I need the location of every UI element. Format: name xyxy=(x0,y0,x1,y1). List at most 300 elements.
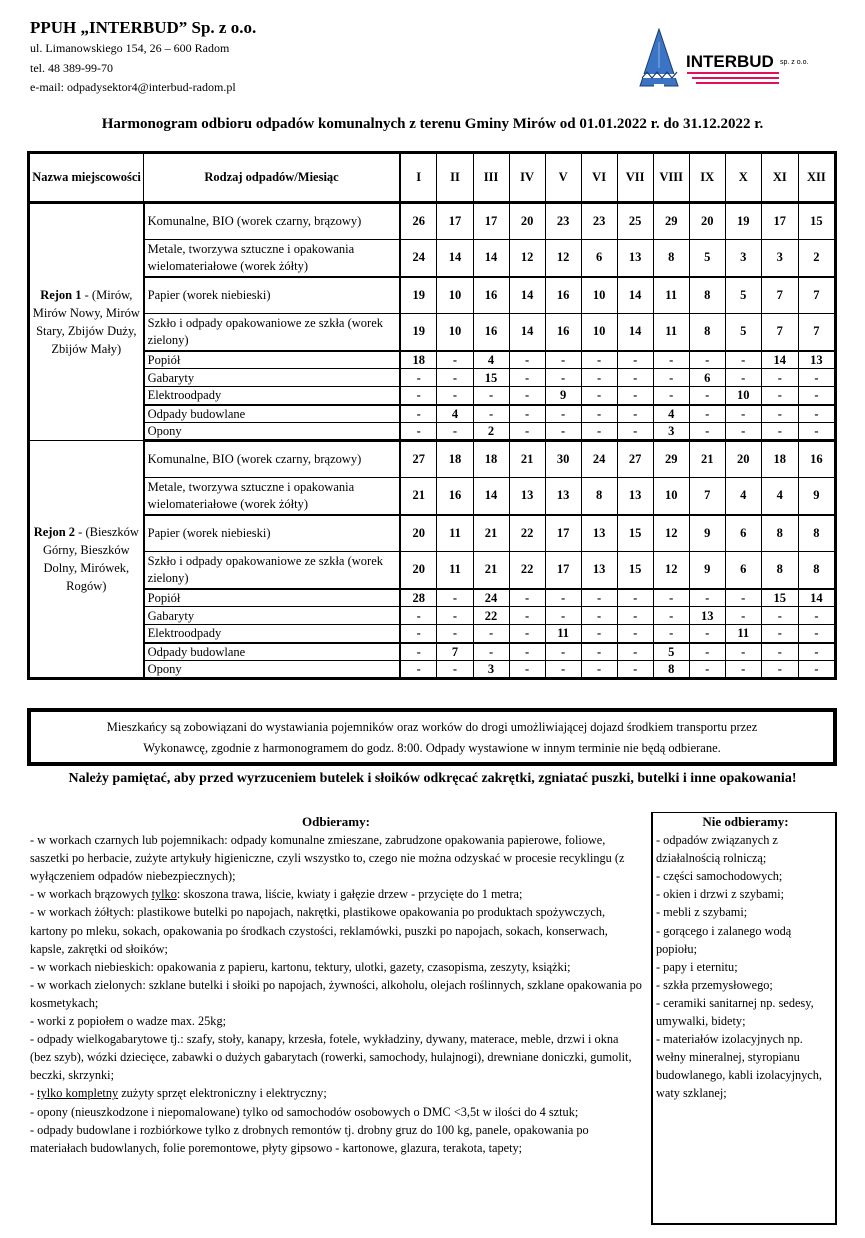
table-row xyxy=(29,240,836,277)
pickup-day-cell: 16 xyxy=(473,277,509,314)
accepted-item-black: - w workach czarnych lub pojemnikach: odpady komunalne zmieszane, zabrudzone opakowania papierowe, foliowe, saszetki po herbacie, zużyte artykuły higieniczne, czyli wszystko to, czego nie można odzyskać w procesie recyklingu (z wyłączeniem odpadów niebezpiecznych); xyxy=(30,833,625,884)
pickup-day-cell: - xyxy=(473,405,509,423)
pickup-day-cell: - xyxy=(798,405,835,423)
waste-type-cell: Metale, tworzywa sztuczne i opakowania wielomateriałowe (worek żółty) xyxy=(144,478,400,515)
pickup-day-cell: - xyxy=(509,423,545,441)
pickup-day-cell: - xyxy=(761,643,798,661)
table-row xyxy=(29,478,836,515)
rejected-item: - szkła przemysłowego; xyxy=(656,977,773,992)
pickup-day-cell: 8 xyxy=(581,478,617,515)
pickup-day-cell: - xyxy=(725,661,761,679)
pickup-day-cell: 12 xyxy=(545,240,581,277)
pickup-day-cell: 17 xyxy=(473,203,509,240)
rejected-item: - ceramiki sanitarnej np. sedesy, umywalki, bidety; xyxy=(656,995,814,1029)
pickup-day-cell: 3 xyxy=(761,240,798,277)
pickup-day-cell: 2 xyxy=(473,423,509,441)
table-row xyxy=(29,314,836,351)
pickup-day-cell: 17 xyxy=(545,552,581,589)
emphasis: tylko xyxy=(151,887,177,902)
rejected-heading: Nie odbieramy: xyxy=(702,814,789,829)
header-month: I xyxy=(400,153,437,203)
accepted-item-tires: - opony (nieuszkodzone i niepomalowane) tylko od samochodów osobowych o DMC <3,5t w ilości do 4 sztuk; xyxy=(30,1104,579,1119)
pickup-day-cell: 13 xyxy=(581,552,617,589)
pickup-day-cell: - xyxy=(798,625,835,643)
pickup-day-cell: 15 xyxy=(473,369,509,387)
pickup-day-cell: - xyxy=(653,351,689,369)
pickup-day-cell: - xyxy=(400,369,437,387)
table-row xyxy=(29,369,836,387)
pickup-day-cell: 9 xyxy=(689,515,725,552)
header-month: IV xyxy=(509,153,545,203)
pickup-day-cell: 5 xyxy=(689,240,725,277)
pickup-day-cell: 9 xyxy=(689,552,725,589)
pickup-day-cell: - xyxy=(653,607,689,625)
waste-type-cell: Gabaryty xyxy=(144,369,400,387)
pickup-day-cell: - xyxy=(581,589,617,607)
text: - xyxy=(30,1086,38,1101)
pickup-day-cell: 14 xyxy=(509,314,545,351)
accepted-item-bulky: - odpady wielkogabarytowe tj.: szafy, stoły, kanapy, krzesła, fotele, wykładziny, dywany, materace, meble, drzwi i okna (bez szyb), wózki dziecięce, zabawki o dużych gabarytach (rowerki, samochody, hulajnogi), drewniane doniczki, gumolit, beczki, skrzynki; xyxy=(30,1032,632,1083)
pickup-day-cell: 18 xyxy=(761,441,798,478)
pickup-day-cell: 27 xyxy=(400,441,437,478)
pickup-day-cell: - xyxy=(545,351,581,369)
rejected-item: - gorącego i zalanego wodą popiołu; xyxy=(656,923,792,956)
pickup-day-cell: 21 xyxy=(689,441,725,478)
pickup-day-cell: 14 xyxy=(761,351,798,369)
table-row xyxy=(29,277,836,314)
pickup-day-cell: - xyxy=(509,351,545,369)
pickup-day-cell: 16 xyxy=(473,314,509,351)
pickup-day-cell: - xyxy=(473,643,509,661)
pickup-day-cell: 6 xyxy=(689,369,725,387)
emphasis: tylko kompletny xyxy=(37,1086,119,1101)
header-month: VIII xyxy=(653,153,689,203)
schedule-body xyxy=(29,203,836,679)
table-row xyxy=(29,552,836,589)
pickup-day-cell: 8 xyxy=(761,515,798,552)
pickup-day-cell: - xyxy=(581,351,617,369)
logo-brand: INTERBUD xyxy=(686,52,774,71)
header-month: VII xyxy=(617,153,653,203)
pickup-day-cell: 11 xyxy=(545,625,581,643)
pickup-day-cell: - xyxy=(545,661,581,679)
pickup-day-cell: 18 xyxy=(437,441,473,478)
pickup-day-cell: - xyxy=(761,607,798,625)
header-month: V xyxy=(545,153,581,203)
pickup-day-cell: 18 xyxy=(400,351,437,369)
table-row xyxy=(29,423,836,441)
rejected-item: - papy i eternitu; xyxy=(656,959,738,974)
pickup-day-cell: - xyxy=(581,643,617,661)
pickup-day-cell: - xyxy=(689,589,725,607)
pickup-day-cell: - xyxy=(725,643,761,661)
pickup-day-cell: 20 xyxy=(725,441,761,478)
pickup-day-cell: - xyxy=(581,661,617,679)
pickup-day-cell: - xyxy=(509,589,545,607)
pickup-day-cell: 6 xyxy=(725,552,761,589)
table-row xyxy=(29,661,836,679)
pickup-day-cell: - xyxy=(617,643,653,661)
text: zużyty sprzęt elektroniczny i elektryczny; xyxy=(118,1086,327,1101)
region-places: - (Mirów, Mirów Nowy, Mirów Stary, Zbijów Duży, Zbijów Mały) xyxy=(32,288,140,356)
interbud-logo xyxy=(638,28,838,94)
pickup-day-cell: 8 xyxy=(653,661,689,679)
pickup-day-cell: 25 xyxy=(617,203,653,240)
pickup-day-cell: 22 xyxy=(473,607,509,625)
text: : skoszona trawa, liście, kwiaty i gałęzie drzew - przycięte do 1 metra; xyxy=(176,887,523,902)
pickup-day-cell: - xyxy=(581,369,617,387)
header-month: IX xyxy=(689,153,725,203)
pickup-day-cell: - xyxy=(761,625,798,643)
pickup-day-cell: - xyxy=(437,661,473,679)
pickup-day-cell: 11 xyxy=(653,277,689,314)
company-name: PPUH „INTERBUD” Sp. z o.o. xyxy=(30,18,257,37)
pickup-day-cell: 21 xyxy=(400,478,437,515)
tower-icon xyxy=(638,28,680,92)
pickup-day-cell: 14 xyxy=(617,277,653,314)
pickup-day-cell: 8 xyxy=(689,314,725,351)
pickup-day-cell: 4 xyxy=(725,478,761,515)
pickup-day-cell: - xyxy=(725,369,761,387)
pickup-day-cell: 7 xyxy=(761,314,798,351)
header-location: Nazwa miejscowości xyxy=(29,153,144,203)
pickup-day-cell: 13 xyxy=(689,607,725,625)
header-month: X xyxy=(725,153,761,203)
pickup-day-cell: - xyxy=(509,387,545,405)
pickup-day-cell: - xyxy=(400,607,437,625)
pickup-day-cell: - xyxy=(509,661,545,679)
table-row xyxy=(29,643,836,661)
pickup-day-cell: 8 xyxy=(798,552,835,589)
pickup-day-cell: - xyxy=(798,661,835,679)
pickup-day-cell: 19 xyxy=(400,277,437,314)
pickup-day-cell: - xyxy=(761,661,798,679)
pickup-day-cell: - xyxy=(400,423,437,441)
pickup-day-cell: 21 xyxy=(473,552,509,589)
table-row xyxy=(29,351,836,369)
pickup-day-cell: 13 xyxy=(581,515,617,552)
pickup-day-cell: 13 xyxy=(509,478,545,515)
pickup-day-cell: - xyxy=(653,387,689,405)
pickup-day-cell: 27 xyxy=(617,441,653,478)
logo-stripe xyxy=(692,77,779,79)
pickup-day-cell: 14 xyxy=(473,240,509,277)
logo-stripe xyxy=(696,82,779,84)
collection-notice xyxy=(27,708,837,766)
document-title: Harmonogram odbioru odpadów komunalnych z terenu Gminy Mirów od 01.01.2022 r. do 31.12.2022 r. xyxy=(101,116,764,132)
pickup-day-cell: 9 xyxy=(798,478,835,515)
logo-stripe xyxy=(687,72,779,74)
rejected-item: - odpadów związanych z działalnością rolniczą; xyxy=(656,833,778,866)
pickup-day-cell: 20 xyxy=(400,552,437,589)
accepted-item-construction: - odpady budowlane i rozbiórkowe tylko z drobnych remontów tj. drobny gruz do 100 kg, panele, opakowania po materiałach budowlanych, folie poremontowe, płyty gipsowo - kartonowe, glazura, terakota, tapety; xyxy=(30,1122,589,1155)
accepted-item-electro xyxy=(30,1084,642,1102)
table-row xyxy=(29,607,836,625)
pickup-day-cell: 8 xyxy=(653,240,689,277)
pickup-day-cell: - xyxy=(617,607,653,625)
pickup-day-cell: - xyxy=(761,387,798,405)
schedule-table xyxy=(27,151,837,680)
pickup-day-cell: - xyxy=(437,589,473,607)
pickup-day-cell: 10 xyxy=(653,478,689,515)
pickup-day-cell: 29 xyxy=(653,203,689,240)
pickup-day-cell: - xyxy=(437,423,473,441)
pickup-day-cell: 11 xyxy=(653,314,689,351)
pickup-day-cell: - xyxy=(761,369,798,387)
pickup-day-cell: 7 xyxy=(798,314,835,351)
pickup-day-cell: - xyxy=(689,405,725,423)
waste-type-cell: Gabaryty xyxy=(144,607,400,625)
pickup-day-cell: - xyxy=(545,589,581,607)
waste-type-cell: Szkło i odpady opakowaniowe ze szkła (worek zielony) xyxy=(144,314,400,351)
waste-type-cell: Elektroodpady xyxy=(144,625,400,643)
pickup-day-cell: 26 xyxy=(400,203,437,240)
pickup-day-cell: - xyxy=(473,625,509,643)
table-row xyxy=(29,387,836,405)
pickup-day-cell: 6 xyxy=(581,240,617,277)
pickup-day-cell: 12 xyxy=(509,240,545,277)
pickup-day-cell: 13 xyxy=(545,478,581,515)
pickup-day-cell: 21 xyxy=(473,515,509,552)
pickup-day-cell: - xyxy=(798,369,835,387)
pickup-day-cell: 11 xyxy=(437,515,473,552)
pickup-day-cell: - xyxy=(545,405,581,423)
pickup-day-cell: - xyxy=(798,643,835,661)
pickup-day-cell: - xyxy=(689,661,725,679)
pickup-day-cell: 16 xyxy=(798,441,835,478)
pickup-day-cell: 19 xyxy=(400,314,437,351)
header-month: XI xyxy=(761,153,798,203)
waste-type-cell: Komunalne, BIO (worek czarny, brązowy) xyxy=(144,441,400,478)
waste-type-cell: Popiół xyxy=(144,589,400,607)
pickup-day-cell: - xyxy=(437,625,473,643)
pickup-day-cell: - xyxy=(581,387,617,405)
rejected-item: - mebli z szybami; xyxy=(656,905,748,920)
pickup-day-cell: - xyxy=(617,625,653,643)
pickup-day-cell: - xyxy=(761,405,798,423)
waste-type-cell: Opony xyxy=(144,661,400,679)
pickup-day-cell: 28 xyxy=(400,589,437,607)
rejected-item: - części samochodowych; xyxy=(656,869,783,884)
pickup-day-cell: 3 xyxy=(725,240,761,277)
company-phone: tel. 48 389-99-70 xyxy=(30,60,113,75)
pickup-day-cell: - xyxy=(545,423,581,441)
pickup-day-cell: 9 xyxy=(545,387,581,405)
company-address: ul. Limanowskiego 154, 26 – 600 Radom xyxy=(30,41,230,55)
table-row xyxy=(29,203,836,240)
pickup-day-cell: - xyxy=(798,607,835,625)
pickup-day-cell: 10 xyxy=(581,277,617,314)
waste-type-cell: Popiół xyxy=(144,351,400,369)
pickup-day-cell: - xyxy=(725,607,761,625)
pickup-day-cell: - xyxy=(689,351,725,369)
pickup-day-cell: 8 xyxy=(798,515,835,552)
accepted-item-brown xyxy=(30,885,642,903)
pickup-day-cell: 22 xyxy=(509,515,545,552)
pickup-day-cell: 13 xyxy=(617,240,653,277)
pickup-day-cell: 17 xyxy=(437,203,473,240)
pickup-day-cell: - xyxy=(617,661,653,679)
recycling-reminder: Należy pamiętać, aby przed wyrzuceniem butelek i słoików odkręcać zakrętki, zgniatać puszki, butelki i inne opakowania! xyxy=(68,771,797,786)
rejected-item: - okien i drzwi z szybami; xyxy=(656,887,785,902)
header-month: III xyxy=(473,153,509,203)
pickup-day-cell: 11 xyxy=(437,552,473,589)
pickup-day-cell: 14 xyxy=(798,589,835,607)
region-name: Rejon 2 xyxy=(33,525,76,539)
table-row xyxy=(29,515,836,552)
pickup-day-cell: - xyxy=(509,643,545,661)
company-info xyxy=(30,17,256,98)
waste-type-cell: Szkło i odpady opakowaniowe ze szkła (worek zielony) xyxy=(144,552,400,589)
pickup-day-cell: - xyxy=(798,423,835,441)
pickup-day-cell: 8 xyxy=(761,552,798,589)
pickup-day-cell: 30 xyxy=(545,441,581,478)
waste-type-cell: Papier (worek niebieski) xyxy=(144,515,400,552)
pickup-day-cell: - xyxy=(653,625,689,643)
pickup-day-cell: 10 xyxy=(437,277,473,314)
header-month: II xyxy=(437,153,473,203)
pickup-day-cell: - xyxy=(437,351,473,369)
table-row xyxy=(29,405,836,423)
pickup-day-cell: - xyxy=(400,387,437,405)
pickup-day-cell: 14 xyxy=(617,314,653,351)
pickup-day-cell: - xyxy=(725,405,761,423)
pickup-day-cell: - xyxy=(725,589,761,607)
pickup-day-cell: 7 xyxy=(761,277,798,314)
pickup-day-cell: 29 xyxy=(653,441,689,478)
pickup-day-cell: - xyxy=(545,369,581,387)
pickup-day-cell: - xyxy=(400,661,437,679)
pickup-day-cell: - xyxy=(689,387,725,405)
waste-type-cell: Metale, tworzywa sztuczne i opakowania wielomateriałowe (worek żółty) xyxy=(144,240,400,277)
pickup-day-cell: 3 xyxy=(653,423,689,441)
region-places: - (Bieszków Górny, Bieszków Dolny, Mirówek, Rogów) xyxy=(42,525,139,593)
pickup-day-cell: 15 xyxy=(761,589,798,607)
waste-type-cell: Opony xyxy=(144,423,400,441)
pickup-day-cell: 10 xyxy=(581,314,617,351)
pickup-day-cell: 23 xyxy=(545,203,581,240)
pickup-day-cell: 13 xyxy=(617,478,653,515)
pickup-day-cell: 4 xyxy=(473,351,509,369)
pickup-day-cell: 12 xyxy=(653,552,689,589)
pickup-day-cell: 2 xyxy=(798,240,835,277)
pickup-day-cell: - xyxy=(725,351,761,369)
pickup-day-cell: 4 xyxy=(437,405,473,423)
pickup-day-cell: 14 xyxy=(509,277,545,314)
pickup-day-cell: 13 xyxy=(798,351,835,369)
region-cell xyxy=(29,203,144,441)
pickup-day-cell: 8 xyxy=(689,277,725,314)
table-header-row xyxy=(29,153,836,203)
pickup-day-cell: - xyxy=(400,643,437,661)
pickup-day-cell: - xyxy=(545,607,581,625)
pickup-day-cell: - xyxy=(761,423,798,441)
accepted-item-green: - w workach zielonych: szklane butelki i słoiki po napojach, żywności, alkoholu, olejach roślinnych, szklane opakowania po kosmetykach; xyxy=(30,977,642,1010)
pickup-day-cell: - xyxy=(689,643,725,661)
pickup-day-cell: - xyxy=(581,423,617,441)
pickup-day-cell: - xyxy=(509,625,545,643)
pickup-day-cell: 16 xyxy=(545,277,581,314)
waste-type-cell: Komunalne, BIO (worek czarny, brązowy) xyxy=(144,203,400,240)
pickup-day-cell: 18 xyxy=(473,441,509,478)
text: - w workach brązowych xyxy=(30,887,152,902)
pickup-day-cell: 5 xyxy=(725,314,761,351)
pickup-day-cell: 7 xyxy=(437,643,473,661)
pickup-day-cell: 7 xyxy=(798,277,835,314)
pickup-day-cell: - xyxy=(581,625,617,643)
pickup-day-cell: - xyxy=(581,405,617,423)
pickup-day-cell: 11 xyxy=(725,625,761,643)
pickup-day-cell: 14 xyxy=(473,478,509,515)
waste-type-cell: Elektroodpady xyxy=(144,387,400,405)
company-email: e-mail: odpadysektor4@interbud-radom.pl xyxy=(30,80,236,94)
pickup-day-cell: 10 xyxy=(437,314,473,351)
pickup-day-cell: - xyxy=(509,607,545,625)
rejected-item: - materiałów izolacyjnych np. wełny mineralnej, styropianu budowlanego, kabli izolacyjnych, waty szklanej; xyxy=(656,1032,822,1101)
pickup-day-cell: 22 xyxy=(509,552,545,589)
pickup-day-cell: 15 xyxy=(798,203,835,240)
pickup-day-cell: - xyxy=(437,387,473,405)
header-month: VI xyxy=(581,153,617,203)
accepted-item-ash: - worki z popiołem o wadze max. 25kg; xyxy=(30,1014,227,1029)
pickup-day-cell: 16 xyxy=(545,314,581,351)
pickup-day-cell: 14 xyxy=(437,240,473,277)
region-cell xyxy=(29,441,144,679)
pickup-day-cell: 23 xyxy=(581,203,617,240)
pickup-day-cell: 20 xyxy=(400,515,437,552)
pickup-day-cell: - xyxy=(400,405,437,423)
pickup-day-cell: 24 xyxy=(400,240,437,277)
table-row xyxy=(29,589,836,607)
waste-type-cell: Odpady budowlane xyxy=(144,643,400,661)
pickup-day-cell: 17 xyxy=(761,203,798,240)
notice-line-1: Mieszkańcy są zobowiązani do wystawiania pojemników oraz worków do drogi umożliwiającej dojazd środkiem transportu przez xyxy=(106,720,758,734)
pickup-day-cell: 15 xyxy=(617,515,653,552)
pickup-day-cell: - xyxy=(617,423,653,441)
pickup-day-cell: - xyxy=(581,607,617,625)
pickup-day-cell: 12 xyxy=(653,515,689,552)
pickup-day-cell: - xyxy=(617,589,653,607)
pickup-day-cell: 20 xyxy=(509,203,545,240)
pickup-day-cell: - xyxy=(617,369,653,387)
pickup-day-cell: - xyxy=(437,607,473,625)
accepted-item-blue: - w workach niebieskich: opakowania z papieru, kartonu, tektury, ulotki, gazety, czasopisma, zeszyty, książki; xyxy=(30,959,571,974)
logo-suffix: sp. z o.o. xyxy=(780,59,809,66)
pickup-day-cell: - xyxy=(689,423,725,441)
pickup-day-cell: - xyxy=(689,625,725,643)
notice-line-2: Wykonawcę, zgodnie z harmonogramem do godz. 8:00. Odpady wystawione w innym terminie nie będą odbierane. xyxy=(143,741,721,755)
table-row xyxy=(29,625,836,643)
pickup-day-cell: 5 xyxy=(725,277,761,314)
pickup-day-cell: - xyxy=(725,423,761,441)
pickup-day-cell: 24 xyxy=(581,441,617,478)
accepted-heading: Odbieramy: xyxy=(302,814,370,829)
pickup-day-cell: 7 xyxy=(689,478,725,515)
pickup-day-cell: 3 xyxy=(473,661,509,679)
pickup-day-cell: - xyxy=(473,387,509,405)
table-row xyxy=(29,441,836,478)
pickup-day-cell: - xyxy=(617,351,653,369)
pickup-day-cell: - xyxy=(617,405,653,423)
pickup-day-cell: 16 xyxy=(437,478,473,515)
pickup-day-cell: - xyxy=(798,387,835,405)
pickup-day-cell: 20 xyxy=(689,203,725,240)
accepted-waste-section xyxy=(30,813,642,1157)
region-name: Rejon 1 xyxy=(40,288,82,302)
pickup-day-cell: 21 xyxy=(509,441,545,478)
pickup-day-cell: 15 xyxy=(617,552,653,589)
waste-type-cell: Odpady budowlane xyxy=(144,405,400,423)
